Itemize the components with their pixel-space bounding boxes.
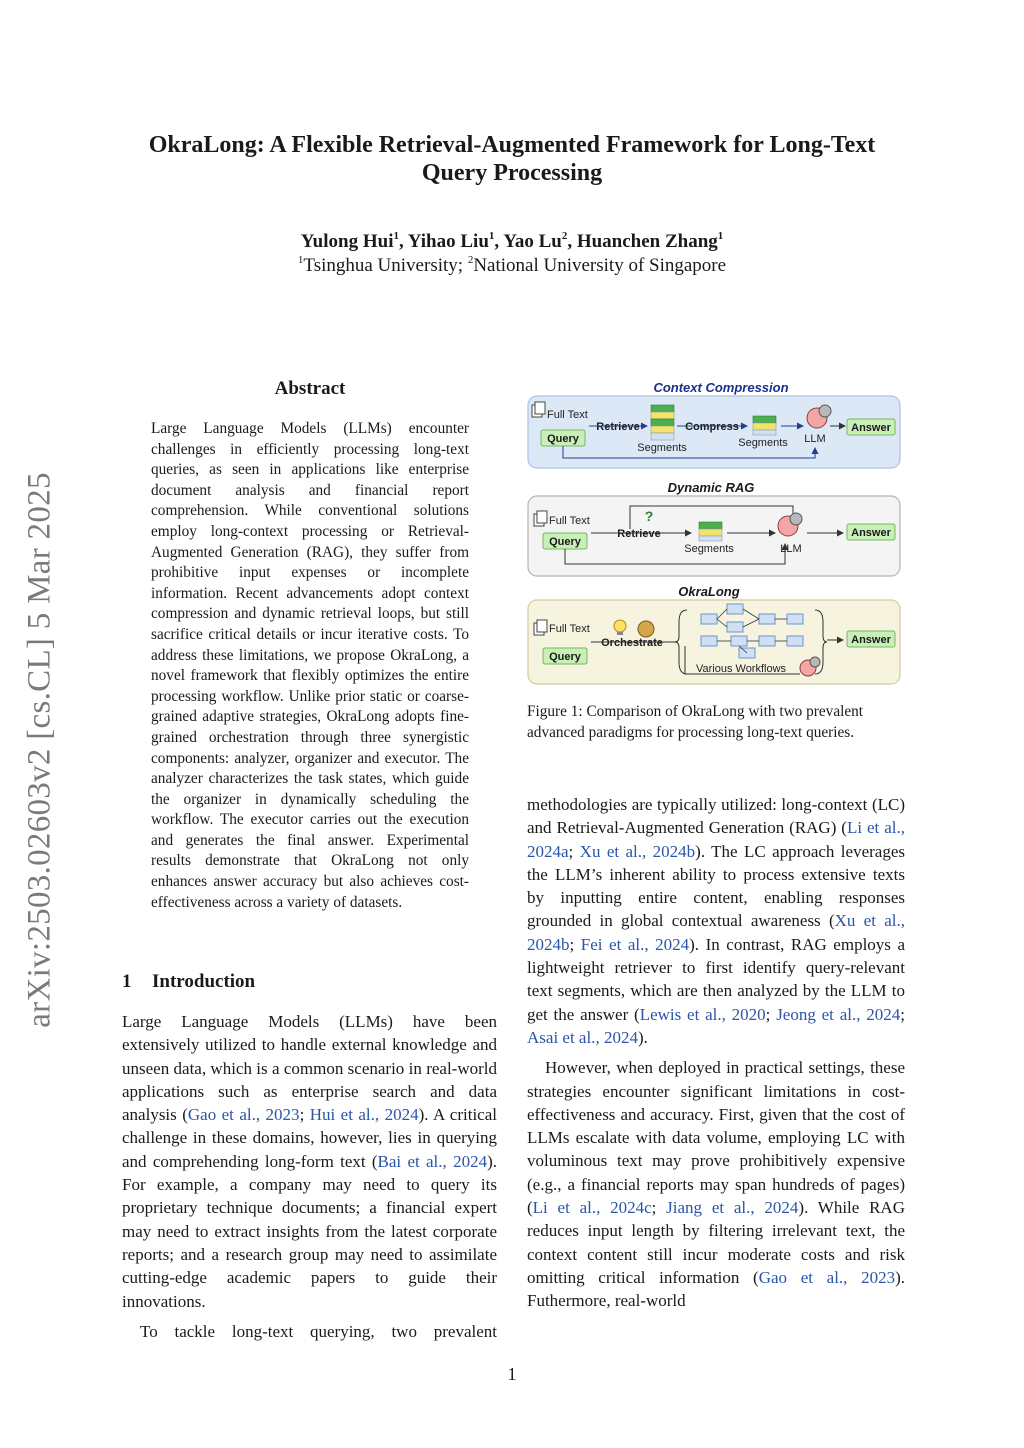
left-column-text: [122, 1010, 497, 1343]
title-line-2: Query Processing: [421, 160, 603, 186]
affiliation-name: Tsinghua University;: [303, 255, 468, 276]
abstract-body: Large Language Models (LLMs) encounter challenges in efficiently processing long-text queries, as seen in applications like enterprise document analysis and financial report comprehension. While conventional solutions employ long-context processing or Retrieval-Augmented Generation (RAG), they suffer from prohibitive input expenses or incomplete information. Recent advancements adopt context compression and dynamic retrieval loops, but still sacrifice critical details or incur iterative costs. To address these limitations, we propose OkraLong, a novel framework that flexibly optimizes the entire processing workflow. Unlike prior static or coarse-grained adaptive strategies, OkraLong adopts fine-grained orchestration through three synergistic components: analyzer, organizer and executor. The analyzer characterizes the task states, which guide the organizer in dynamically scheduling the workflow. The executor carries out the execution and generates the final answer. Experimental results demonstrate that OkraLong not only enhances answer accuracy but also achieves cost-effectiveness across a variety of datasets.: [151, 420, 469, 911]
citation-link[interactable]: Jeong et al., 2024: [776, 1004, 901, 1024]
right-column-text: [527, 793, 905, 1313]
page-number: 1: [507, 1364, 517, 1384]
answer-label-3: Answer: [851, 634, 891, 646]
figure-1-caption: Figure 1: Comparison of OkraLong with two prevalent advanced paradigms for processing long-text queries.: [527, 703, 864, 741]
intro-paragraph-3: [527, 1056, 905, 1312]
arxiv-id: arXiv:2503.02603v2 [cs.CL] 5 Mar 2025: [21, 472, 58, 1028]
paragraph-text: ;: [568, 841, 580, 861]
workflow-node: [701, 614, 717, 624]
citation-link[interactable]: Bai et al., 2024: [377, 1151, 488, 1171]
workflow-node: [759, 614, 775, 624]
llm-label-2: LLM: [780, 543, 802, 555]
paragraph-text: ;: [900, 1004, 905, 1024]
citation-link[interactable]: Lewis et al., 2020: [639, 1004, 766, 1024]
workflow-node: [727, 622, 743, 632]
section-heading-introduction: [122, 971, 255, 993]
section-title: Introduction: [152, 971, 256, 992]
intro-paragraph-1: [122, 1010, 497, 1313]
segments-stack-2: [753, 416, 776, 435]
segments-label-2: Segments: [738, 437, 788, 449]
retrieve-label: Retrieve: [617, 528, 661, 540]
paragraph-text: However, when deployed in practical settings, these strategies encounter significant limitations in cost-effectiveness and accuracy. First, given that the cost of LLMs escalate with data volume, employing LC with voluminous text may prove prohibitively expensive (e.g., a financial reports may span hundreds of pages) (: [527, 1058, 905, 1218]
full-text-label: Full Text: [549, 515, 590, 527]
workflow-node: [787, 636, 803, 646]
citation-link[interactable]: Gao et al., 2023: [758, 1267, 896, 1287]
abstract-heading: Abstract: [274, 378, 346, 399]
intro-paragraph-2-start: To tackle long-text querying, two prevalent: [140, 1321, 497, 1341]
citation-link[interactable]: Asai et al., 2024: [527, 1027, 638, 1047]
segments-stack-3: [699, 522, 722, 541]
panel-title-dynamic-rag: Dynamic RAG: [667, 480, 755, 495]
paragraph-text: methodologies are typically utilized: long-context (LC) and Retrieval-Augmented Generation (RAG) (: [527, 795, 905, 838]
panel-title-context-compression: Context Compression: [653, 380, 789, 395]
affiliation-number: 2: [467, 254, 474, 266]
citation-link[interactable]: Fei et al., 2024: [580, 934, 690, 954]
paragraph-text: ). The LC approach leverages the LLM’s inherent ability to process extensive texts by inputting entire content, enabling responses grounded in global contextual awareness (: [527, 841, 905, 931]
arxiv-sidebar-stamp: [10, 460, 70, 1040]
paragraph-text: ). Futhermore, real-world: [527, 1267, 906, 1311]
affiliation-number: 1: [297, 254, 304, 266]
full-text-label: Full Text: [549, 623, 590, 635]
workflow-node: [701, 636, 717, 646]
author-name: Yihao Liu: [407, 231, 489, 252]
title-line-1: OkraLong: A Flexible Retrieval-Augmented Framework for Long-Text: [148, 132, 876, 158]
paragraph-text: ). A critical challenge in these domains, however, lies in querying and comprehending long-form text (: [122, 1105, 497, 1171]
citation-link[interactable]: Xu et al., 2024b: [579, 841, 696, 861]
paragraph-text: ). While RAG reduces input length by filtering irrelevant text, the context content still incur moderate costs and risk omitting critical information (: [527, 1198, 905, 1287]
paragraph-text: ).: [637, 1027, 648, 1047]
citation-link[interactable]: Jiang et al., 2024: [666, 1198, 799, 1218]
author-affiliation-mark: 1: [393, 230, 399, 242]
author-affiliation-mark: 1: [717, 230, 724, 242]
query-label: Query: [549, 651, 581, 663]
author-affiliation-mark: 1: [488, 230, 495, 242]
paragraph-text: ). In contrast, RAG employs a lightweight retriever to first identify query-relevant text segments, which are then analyzed by the LLM to get the answer (: [527, 934, 905, 1024]
answer-label-1: Answer: [851, 422, 891, 434]
affiliation-name: National University of Singapore: [473, 255, 727, 276]
various-workflows-label: Various Workflows: [695, 663, 787, 675]
section-number: 1: [122, 971, 132, 992]
paragraph-text: ;: [765, 1004, 777, 1024]
workflow-node: [731, 636, 747, 646]
author-name: Yulong Hui: [300, 231, 394, 252]
compress-label: Compress: [685, 421, 739, 433]
author-name: Huanchen Zhang: [576, 231, 718, 252]
workflow-node: [787, 614, 803, 624]
author-list: Yulong Hui$^1$, Yihao Liu$^1$, Yao Lu$^2$, Huanchen Zhang$^1$: [300, 230, 724, 252]
affiliations: [112, 254, 912, 278]
query-label: Query: [547, 433, 579, 445]
author-affiliation-mark: 2: [561, 230, 568, 242]
paragraph-text: ). For example, a company may need to query its proprietary technique documents; a financial expert may need to extract insights from the latest corporate reports; and a research group may need to assimilate cutting-edge academic papers to guide their innovations.: [122, 1151, 497, 1311]
intro-paragraph-2-continued: [527, 793, 905, 1049]
paragraph-text: Large Language Models (LLMs) have been extensively utilized to handle external knowledge and unseen data, which is a common scenario in real-world applications such as enterprise search and data analysis (: [122, 1012, 497, 1125]
citation-link[interactable]: Li et al., 2024c: [532, 1198, 652, 1218]
workflow-node: [759, 636, 775, 646]
segments-label-3: Segments: [684, 543, 734, 555]
citation-link[interactable]: Hui et al., 2024: [309, 1105, 419, 1125]
segments-label-1: Segments: [637, 442, 687, 454]
paragraph-text: ;: [651, 1198, 667, 1218]
figure-1-diagram: [525, 378, 905, 688]
orchestrate-label: Orchestrate: [601, 637, 663, 649]
retrieve-label: Retrieve: [596, 421, 640, 433]
panel-title-okralong: OkraLong: [678, 584, 740, 599]
question-mark-icon: ?: [644, 508, 654, 524]
paragraph-text: ;: [569, 934, 581, 954]
citation-link[interactable]: Gao et al., 2023: [187, 1105, 300, 1125]
workflow-node: [727, 604, 743, 614]
citation-link[interactable]: Xu et al., 2024b: [527, 911, 905, 954]
citation-link[interactable]: Li et al., 2024a: [527, 818, 905, 861]
paper-title: [112, 131, 912, 187]
author-name: Yao Lu: [503, 231, 562, 252]
answer-label-2: Answer: [851, 527, 891, 539]
figure-1: [525, 378, 905, 688]
llm-label-1: LLM: [804, 433, 826, 445]
money-bag-icon: [638, 621, 654, 637]
paragraph-text: ;: [299, 1105, 310, 1125]
full-text-label: Full Text: [547, 409, 588, 421]
segments-stack-1: [651, 405, 674, 440]
query-label: Query: [549, 536, 581, 548]
